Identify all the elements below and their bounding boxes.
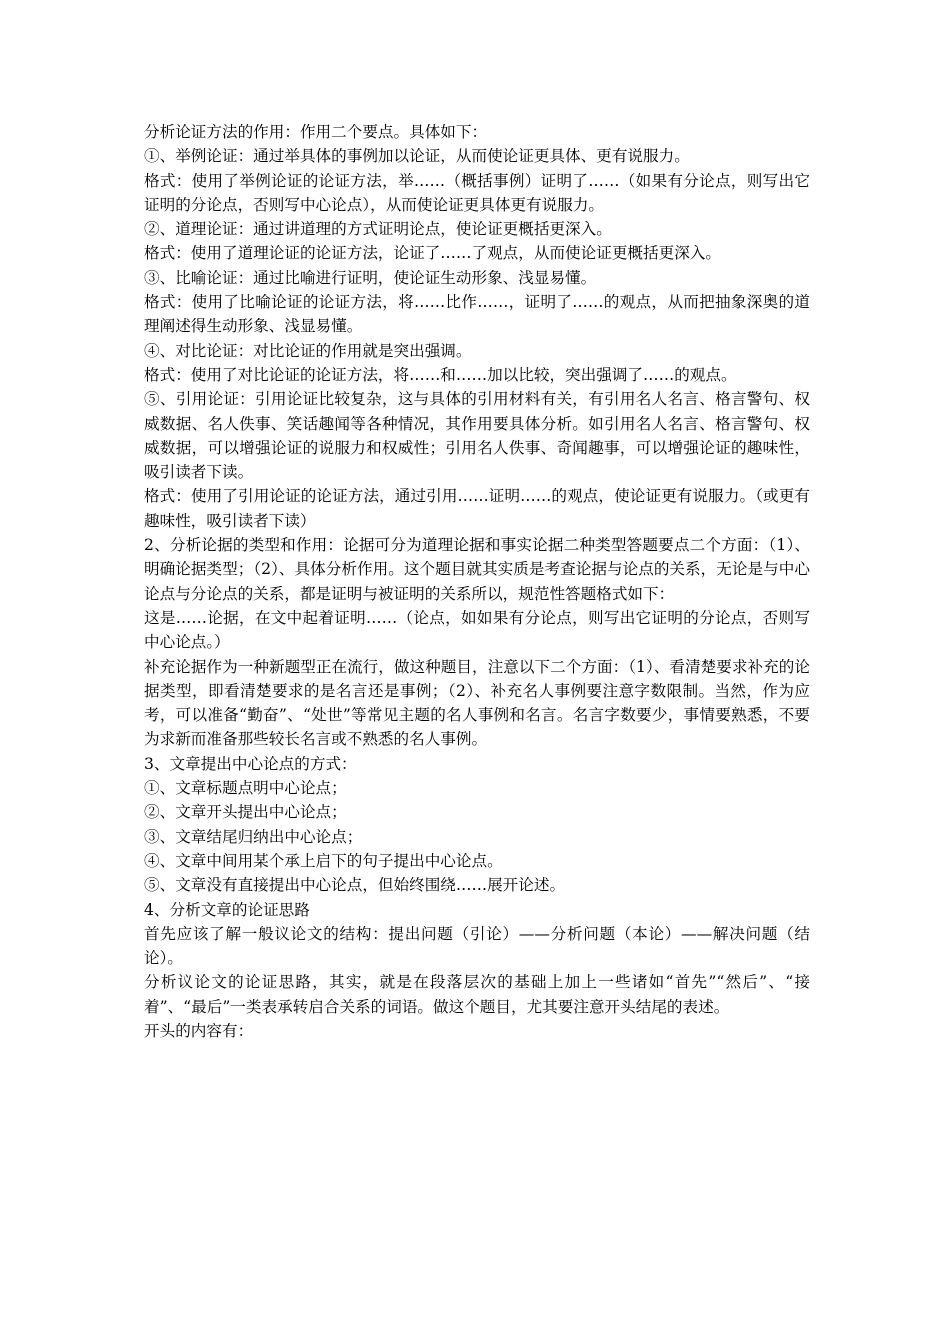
thesis-method-1: ①、文章标题点明中心论点；	[144, 779, 347, 798]
section-2-evidence-types: 2、分析论据的类型和作用：论据可分为道理论据和事实论据二种类型答题要点二个方面：（1）、明确论据类型；（2）、具体分析作用。这个题目就其实质是考查论据与论点的关系，无论是与中心论点与分论点的关系，都是证明与被证明的关系所以，规范性答题格式如下：	[144, 536, 810, 603]
essay-structure-paragraph: 首先应该了解一般议论文的结构：提出问题（引论）——分析问题（本论）——解决问题（结论）。	[144, 924, 810, 968]
thesis-method-4: ④、文章中间用某个承上启下的句子提出中心论点。	[144, 851, 503, 870]
metaphor-argument-item: ③、比喻论证：通过比喻进行证明，使论证生动形象、浅显易懂。	[144, 268, 597, 287]
citation-argument-format: 格式：使用了引用论证的论证方法，通过引用……证明……的观点，使论证更有说服力。（或更有趣味性，吸引读者下读）	[144, 487, 810, 530]
thesis-method-3: ③、文章结尾归纳出中心论点；	[144, 827, 363, 846]
example-argument-item: ①、举例论证：通过举具体的事例加以论证，从而使论证更具体、更有说服力。	[144, 147, 690, 166]
reasoning-argument-format: 格式：使用了道理论证的论证方法，论证了……了观点，从而使论证更概括更深入。	[144, 244, 721, 263]
reasoning-argument-item: ②、道理论证：通过讲道理的方式证明论点，使论证更概括更深入。	[144, 220, 612, 239]
example-argument-format: 格式：使用了举例论证的论证方法，举……（概括事例）证明了……（如果有分论点，则写出它证明的分论点，否则写中心论点），从而使论证更具体更有说服力。	[144, 171, 810, 214]
section-4-heading: 4、分析文章的论证思路	[144, 900, 310, 919]
document-body	[144, 120, 810, 1043]
section-3-heading: 3、文章提出中心论点的方式：	[144, 754, 357, 773]
contrast-argument-format: 格式：使用了对比论证的论证方法，将……和……加以比较，突出强调了……的观点。	[144, 365, 737, 384]
thesis-method-2: ②、文章开头提出中心论点；	[144, 803, 347, 822]
argument-logic-paragraph: 分析议论文的论证思路，其实，就是在段落层次的基础上加上一些诸如“首先”“然后”、“接着”、“最后”一类表承转启合关系的词语。做这个题目，尤其要注意开头结尾的表述。	[144, 973, 810, 1016]
supplementary-evidence-paragraph: 补充论据作为一种新题型正在流行，做这种题目，注意以下二个方面：（1）、看清楚要求补充的论据类型，即看清楚要求的是名言还是事例；（2）、补充名人事例要注意字数限制。当然，作为应考，可以准备“勤奋”、“处世”等常见主题的名人事例和名言。名言字数要少，事情要熟悉，不要为求新而准备那些较长名言或不熟悉的名人事例。	[144, 657, 810, 749]
opening-content-label: 开头的内容有：	[144, 1021, 254, 1040]
thesis-method-5: ⑤、文章没有直接提出中心论点，但始终围绕……展开论述。	[144, 876, 566, 895]
citation-argument-item: ⑤、引用论证：引用论证比较复杂，这与具体的引用材料有关，有引用名人名言、格言警句、权威数据、名人佚事、笑话趣闻等各种情况，其作用要具体分析。如引用名人名言、格言警句、权威数据，可以增强论证的说服力和权威性；引用名人佚事、奇闻趣事，可以增强论证的趣味性，吸引读者下读。	[144, 390, 810, 482]
contrast-argument-item: ④、对比论证：对比论证的作用就是突出强调。	[144, 341, 472, 360]
evidence-answer-format: 这是……论据，在文中起着证明……（论点，如如果有分论点，则写出它证明的分论点，否则写中心论点。）	[144, 608, 810, 652]
intro-paragraph: 分析论证方法的作用：作用二个要点。具体如下：	[144, 123, 488, 141]
metaphor-argument-format: 格式：使用了比喻论证的论证方法，将……比作……，证明了……的观点，从而把抽象深奥的道理阐述得生动形象、浅显易懂。	[144, 293, 810, 336]
